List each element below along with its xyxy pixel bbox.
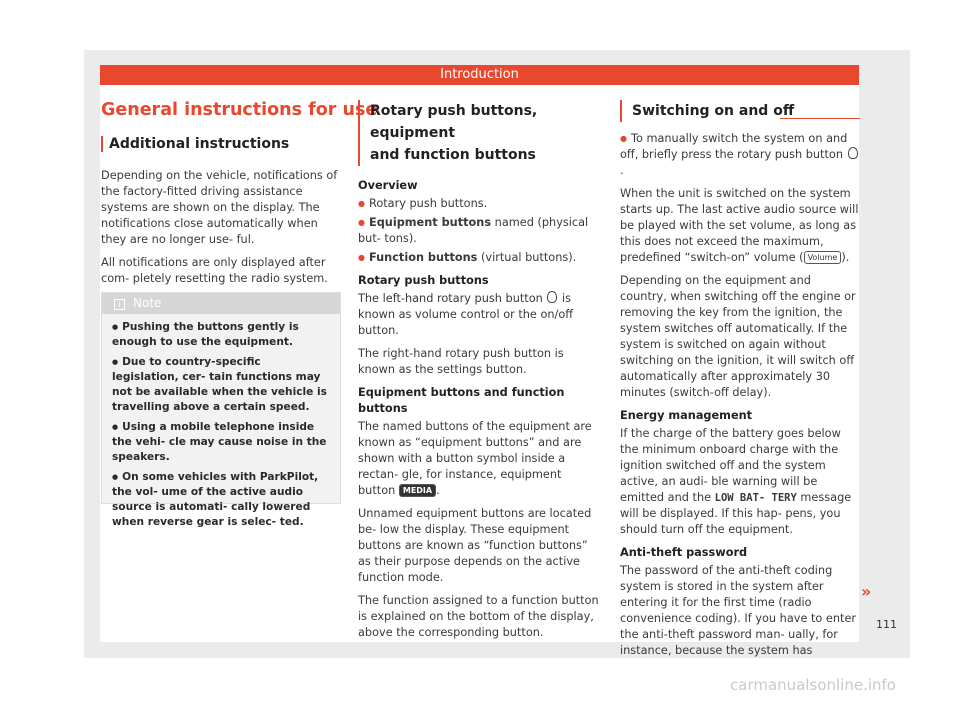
sub-title: Additional instructions bbox=[101, 136, 349, 152]
note-item: ● On some vehicles with ParkPilot, the vol- ume of the active audio source is automati- cally lowered when reverse gear is selec- ted. bbox=[112, 470, 330, 530]
paragraph: Depending on the vehicle, notifications of the factory-fitted driving assistance systems are shown on the display. The notifications close automatically when they are no longer use- ful. bbox=[101, 169, 338, 246]
text: . bbox=[620, 164, 624, 177]
text: message will be displayed. If this hap- pens, you should turn off the equipment. bbox=[620, 491, 852, 536]
section-title-rotary bbox=[358, 100, 600, 166]
paragraph bbox=[620, 426, 860, 538]
heading-equipment: Equipment buttons and function buttons bbox=[358, 386, 565, 415]
list-bold: Equipment buttons bbox=[368, 216, 492, 229]
list-item bbox=[358, 250, 600, 266]
title-line: Rotary push buttons, equipment bbox=[370, 103, 538, 141]
list-bold: Function buttons bbox=[368, 251, 478, 264]
paragraph bbox=[358, 419, 600, 499]
media-button-symbol: MEDIA bbox=[399, 484, 436, 497]
overview-heading: Overview bbox=[358, 179, 418, 192]
paragraph bbox=[358, 291, 600, 339]
note-item: ● Using a mobile telephone inside the vehi- cle may cause noise in the speakers. bbox=[112, 420, 330, 465]
note-box bbox=[101, 292, 341, 528]
volume-button-symbol: Volume bbox=[804, 251, 842, 264]
column-3 bbox=[620, 100, 860, 666]
section-title-switching: Switching on and off bbox=[620, 100, 860, 122]
text: To manually switch the system on and off, briefly press the rotary push button bbox=[620, 132, 848, 161]
section-header: Introduction bbox=[100, 65, 859, 85]
rotary-knob-icon bbox=[547, 291, 557, 303]
paragraph: The function assigned to a function button is explained on the bottom of the display, above the corresponding button. bbox=[358, 594, 599, 639]
note-header bbox=[102, 293, 340, 314]
text: If the charge of the battery goes below the minimum onboard charge with the ignition switched off and the system active, an audi- ble warning will be emitted and the bbox=[620, 427, 841, 504]
paragraph bbox=[620, 186, 860, 266]
heading-energy: Energy management bbox=[620, 409, 753, 422]
main-title: General instructions for use bbox=[101, 100, 378, 120]
note-item: ● Pushing the buttons gently is enough to use the equipment. bbox=[112, 320, 330, 350]
list-item bbox=[358, 196, 600, 212]
low-battery-message: LOW BAT- TERY bbox=[714, 492, 797, 504]
paragraph: Depending on the equipment and country, when switching off the engine or removing the key from the ignition, the system switches off automatically. If the system is switched on again without switching on the ignition, it will switch off automatically after approximately 30 minutes (switch-off delay). bbox=[620, 274, 856, 399]
text: The named buttons of the equipment are known as “equipment buttons” and are shown with a button symbol inside a rectan- gle, for instance, equipment button bbox=[358, 420, 592, 497]
paragraph: The right-hand rotary push button is known as the settings button. bbox=[358, 347, 564, 376]
list-text: named (physical but- tons). bbox=[358, 216, 589, 245]
rotary-knob-icon bbox=[848, 147, 858, 159]
continue-marker: » bbox=[861, 582, 872, 601]
note-body bbox=[102, 314, 340, 530]
info-icon: i bbox=[114, 299, 125, 310]
list-item bbox=[620, 131, 860, 179]
note-item: ● Due to country-specific legislation, cer- tain functions may not be available when the vehicle is travelling above a certain speed. bbox=[112, 355, 330, 415]
paragraph: All notifications are only displayed after com- pletely resetting the radio system. bbox=[101, 256, 328, 285]
heading-anti-theft: Anti-theft password bbox=[620, 546, 748, 559]
title-line: and function buttons bbox=[370, 147, 536, 163]
page-number: 111 bbox=[876, 618, 897, 631]
heading-rotary: Rotary push buttons bbox=[358, 274, 489, 287]
text: . bbox=[436, 484, 440, 497]
list-text: (virtual buttons). bbox=[477, 251, 577, 264]
list-item bbox=[358, 215, 600, 247]
paragraph: The password of the anti-theft coding system is stored in the system after entering it for the first time (radio convenience coding). If you have to enter the anti-theft password man- ually, for instance, because the system has bbox=[620, 564, 857, 657]
text: is known as volume control or the on/off button. bbox=[358, 292, 574, 337]
text: ). bbox=[841, 251, 850, 264]
text: When the unit is switched on the system starts up. The last active audio source will be played with the set volume, as long as this does not exceed the maximum, predefined “switch-on” volume ( bbox=[620, 187, 859, 264]
column-1 bbox=[101, 168, 341, 294]
text: The left-hand rotary push button bbox=[358, 292, 547, 305]
note-title: Note bbox=[133, 296, 162, 310]
column-2 bbox=[358, 100, 600, 648]
watermark: carmanualsonline.info bbox=[730, 676, 896, 694]
list-text: Rotary push buttons. bbox=[368, 197, 488, 210]
paragraph: Unnamed equipment buttons are located be- low the display. These equipment buttons are known as “function buttons” as their purpose depends on the active function mode. bbox=[358, 507, 592, 584]
